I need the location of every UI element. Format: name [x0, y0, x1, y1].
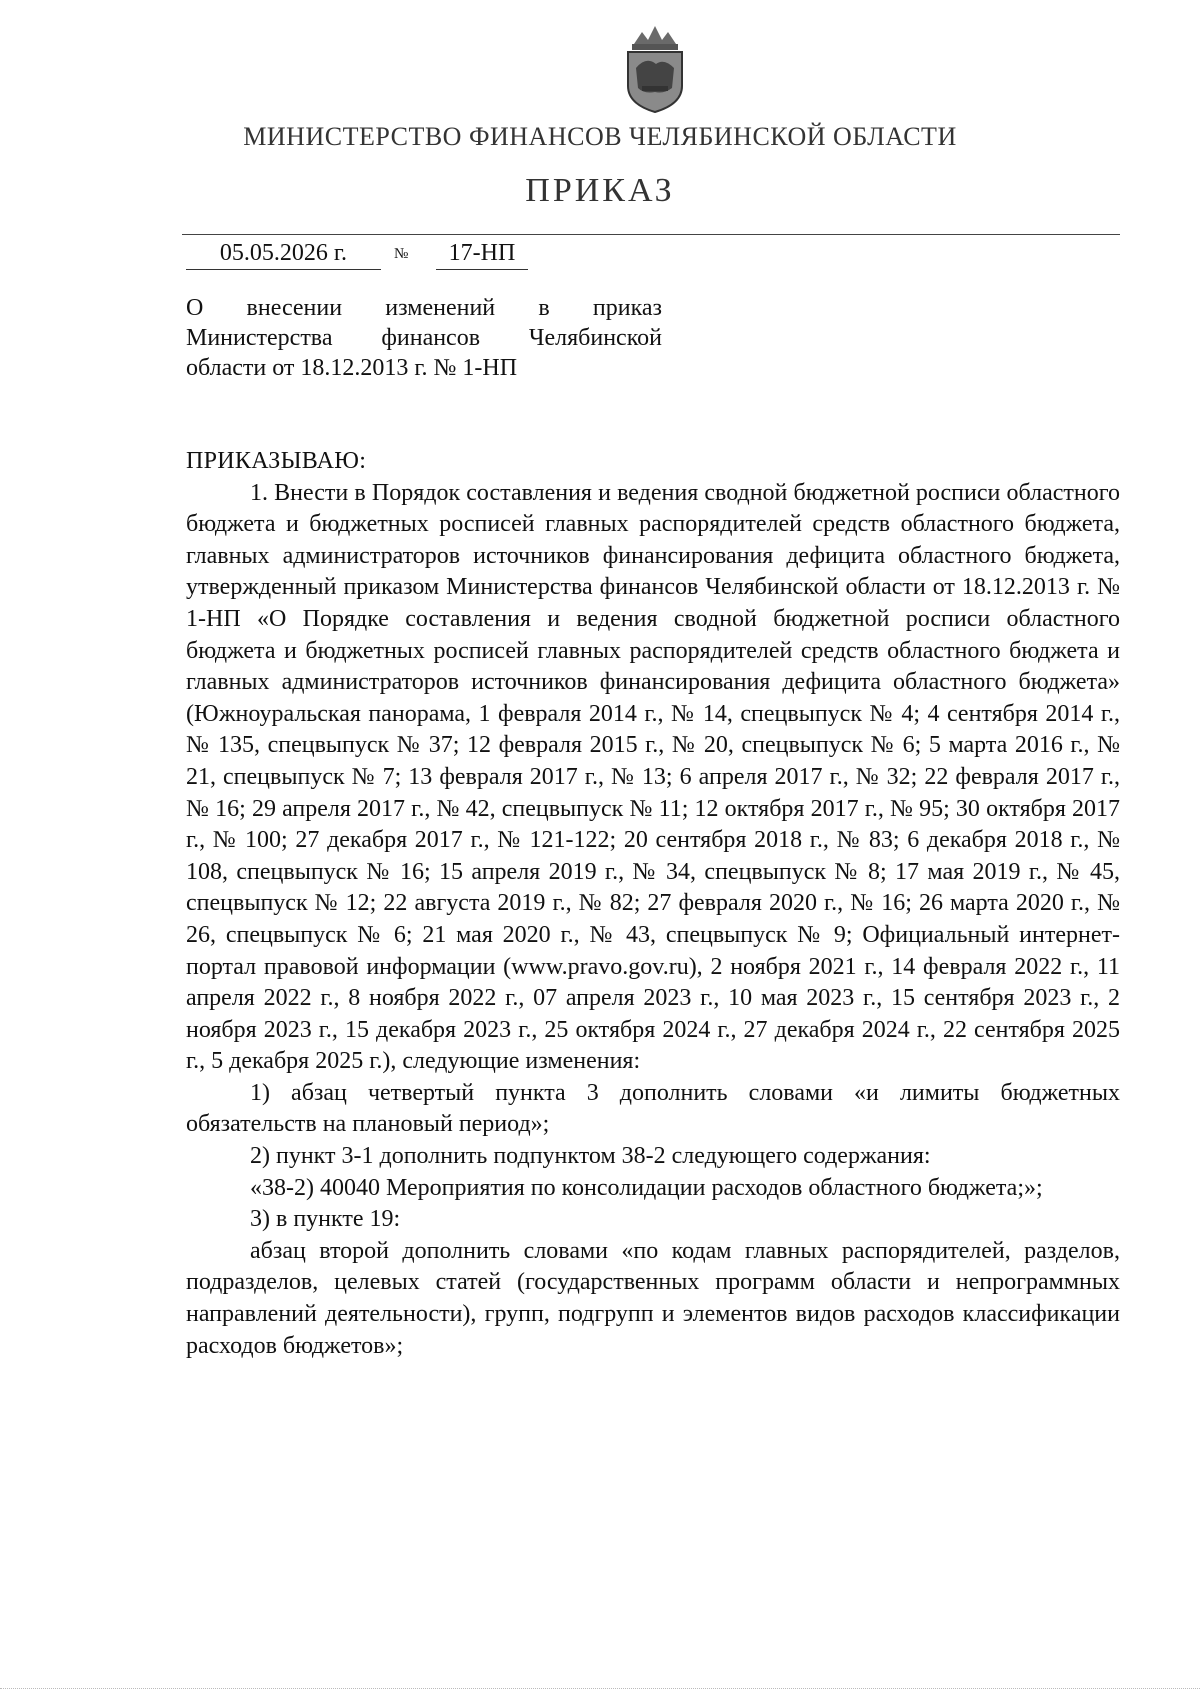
document-date: 05.05.2026 г. — [186, 240, 381, 270]
subject-line: области от 18.12.2013 г. № 1-НП — [186, 355, 518, 381]
order-word: ПРИКАЗЫВАЮ: — [186, 448, 367, 474]
number-sign: № — [394, 246, 409, 262]
body-paragraph: абзац второй дополнить словами «по кодам главных распорядителей, разделов, подразделов, целевых статей (государственных программ области и непрограммных направлений деятельности), групп, подгрупп и элементов видов расходов классификации расходов бюджетов»; — [186, 1237, 1120, 1359]
document-type: ПРИКАЗ — [525, 172, 675, 209]
body-paragraph: 1. Внести в Порядок составления и ведения сводной бюджетной росписи областного бюджета и бюджетных росписей главных распорядителей средств областного бюджета, главных администраторов источников финансирования дефицита областного бюджета, утвержденный приказом Министерства финансов Челябинской области от 18.12.2013 г. № 1-НП «О Порядке составления и ведения сводной бюджетной росписи областного бюджета и бюджетных росписей главных распорядителей средств областного бюджета и главных администраторов источников финансирования дефицита областного бюджета» (Южноуральская панорама, 1 февраля 2014 г., № 14, спецвыпуск № 4; 4 сентября 2014 г., № 135, спецвыпуск № 37; 12 февраля 2015 г., № 20, спецвыпуск № 6; 5 марта 2016 г., № 21, спецвыпуск № 7; 13 февраля 2017 г., № 13; 6 апреля 2017 г., № 32; 22 февраля 2017 г., № 16; 29 апреля 2017 г., № 42, спецвыпуск № 11; 12 октября 2017 г., № 95; 30 октября 2017 г., № 100; 27 декабря 2017 г., № 121-122; 20 сентября 2018 г., № 83; 6 декабря 2018 г., № 108, спецвыпуск № 16; 15 апреля 2019 г., № 34, спецвыпуск № 8; 17 мая 2019 г., № 45, спецвыпуск № 12; 22 августа 2019 г., № 82; 27 февраля 2020 г., № 16; 26 марта 2020 г., № 26, спецвыпуск № 6; 21 мая 2020 г., № 43, спецвыпуск № 9; Официальный интернет-портал правовой информации (www.pravo.gov.ru), 2 ноября 2021 г., 14 февраля 2022 г., 11 апреля 2022 г., 8 ноября 2022 г., 07 апреля 2023 г., 10 мая 2023 г., 15 сентября 2023 г., 2 ноября 2023 г., 15 декабря 2023 г., 25 октября 2024 г., 27 декабря 2024 г., 22 сентября 2025 г., 5 декабря 2025 г.), следующие изменения: — [186, 479, 1120, 1075]
organization-title: МИНИСТЕРСТВО ФИНАНСОВ ЧЕЛЯБИНСКОЙ ОБЛАСТИ — [243, 122, 957, 151]
date-number-line — [186, 240, 656, 274]
document-body — [186, 446, 1120, 1362]
header-divider — [182, 234, 1120, 235]
body-paragraph: 2) пункт 3-1 дополнить подпунктом 38-2 следующего содержания: — [250, 1143, 931, 1170]
subject-line: Министерства финансов Челябинской — [186, 325, 662, 351]
document-number: 17-НП — [436, 240, 528, 270]
body-paragraph: 1) абзац четвертый пункта 3 дополнить словами «и лимиты бюджетных обязательств на плановый период»; — [186, 1079, 1120, 1138]
coat-of-arms-icon — [620, 22, 690, 114]
body-paragraph: 3) в пункте 19: — [250, 1206, 401, 1233]
scan-edge-divider — [0, 1688, 1200, 1689]
subject-line: О внесении изменений в приказ — [186, 295, 662, 321]
body-paragraph: «38-2) 40040 Мероприятия по консолидации расходов областного бюджета;»; — [250, 1174, 1043, 1201]
